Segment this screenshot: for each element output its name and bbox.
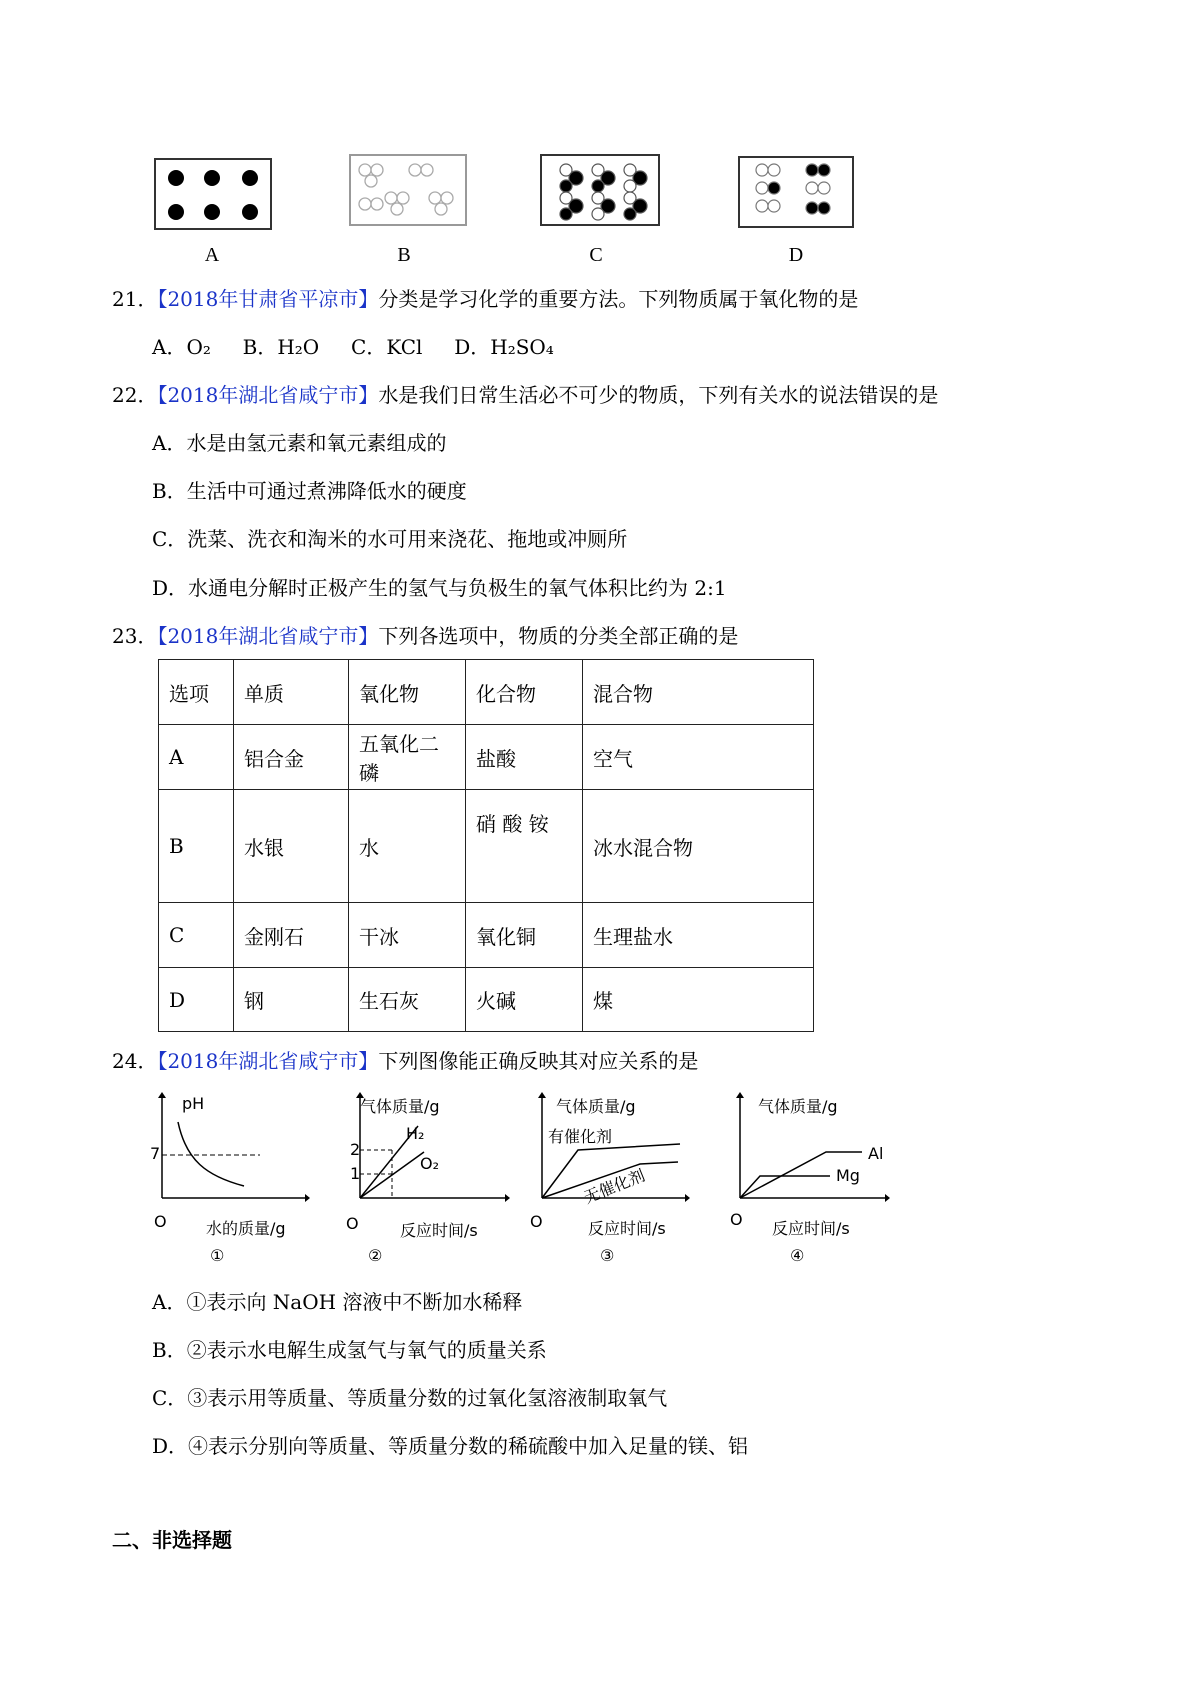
table-header-cell: 化合物 — [466, 660, 583, 725]
question-22 — [112, 383, 938, 407]
graph-1-origin: O — [154, 1212, 167, 1231]
graph-3-ylabel: 气体质量/g — [556, 1097, 636, 1116]
graph-3-series-catalyst: 有催化剂 — [548, 1127, 613, 1146]
graph-2-ytick-top: 2 — [350, 1140, 361, 1159]
table-header-row — [159, 660, 814, 725]
particle-label-c: C — [589, 244, 603, 266]
graph-4-series-mg: Mg — [836, 1166, 860, 1185]
table-cell: D — [159, 968, 234, 1032]
particle-box-c — [540, 154, 660, 226]
particle-box-d — [738, 156, 854, 228]
molecules-d-icon — [740, 158, 852, 226]
classification-table — [158, 659, 814, 1032]
option-c: C．KCl — [351, 335, 423, 359]
option-a: A．①表示向 NaOH 溶液中不断加水稀释 — [152, 1290, 523, 1314]
question-24 — [112, 1049, 698, 1073]
table-cell: 钢 — [234, 968, 349, 1032]
graph-4-ylabel: 气体质量/g — [758, 1097, 838, 1116]
table-cell: B — [159, 790, 234, 903]
graph-2-series-h2: H₂ — [406, 1124, 425, 1143]
table-cell: 水 — [349, 790, 466, 903]
table-cell: 铝合金 — [234, 725, 349, 790]
q21-options — [152, 335, 554, 359]
graph-4-series-al: Al — [868, 1144, 884, 1163]
option-d: D．水通电分解时正极产生的氢气与负极生的氧气体积比约为 2:1 — [152, 576, 727, 600]
option-a: A．水是由氢元素和氧元素组成的 — [152, 431, 447, 455]
graph-4-xlabel: 反应时间/s — [772, 1219, 850, 1238]
graph-4-caption: ④ — [790, 1246, 805, 1265]
question-source: 【2018年湖北省咸宁市】 — [157, 383, 379, 407]
graph-4-origin: O — [730, 1210, 743, 1229]
question-23 — [112, 624, 738, 648]
table-cell: 干冰 — [349, 903, 466, 968]
question-number: 22． — [112, 383, 158, 407]
option-c: C．③表示用等质量、等质量分数的过氧化氢溶液制取氧气 — [152, 1386, 668, 1410]
graph-3-xlabel: 反应时间/s — [588, 1219, 666, 1238]
option-a: A．O₂ — [152, 335, 211, 359]
table-cell: 生石灰 — [349, 968, 466, 1032]
option-b: B．生活中可通过煮沸降低水的硬度 — [152, 479, 467, 503]
particle-box-a — [154, 158, 272, 230]
question-stem: 分类是学习化学的重要方法。下列物质属于氧化物的是 — [378, 287, 859, 311]
question-number: 21． — [112, 287, 158, 311]
graph-3-series-no-catalyst: 无催化剂 — [581, 1165, 648, 1208]
atoms-a-icon — [156, 160, 270, 228]
table-cell: 生理盐水 — [583, 903, 814, 968]
graph-3-caption: ③ — [600, 1246, 615, 1265]
table-cell: 五氧化二磷 — [349, 725, 466, 790]
table-cell: 金刚石 — [234, 903, 349, 968]
option-d: D．④表示分别向等质量、等质量分数的稀硫酸中加入足量的镁、铝 — [152, 1434, 749, 1458]
table-cell: 空气 — [583, 725, 814, 790]
question-stem: 下列图像能正确反映其对应关系的是 — [378, 1049, 699, 1073]
question-stem: 下列各选项中，物质的分类全部正确的是 — [378, 624, 739, 648]
graph-1-plot — [150, 1090, 310, 1210]
table-cell: 火碱 — [466, 968, 583, 1032]
question-source: 【2018年甘肃省平凉市】 — [157, 287, 379, 311]
question-source: 【2018年湖北省咸宁市】 — [157, 1049, 379, 1073]
graph-2-series-o2: O₂ — [420, 1154, 440, 1173]
question-21 — [112, 287, 858, 311]
table-cell: 水银 — [234, 790, 349, 903]
table-row — [159, 968, 814, 1032]
table-row — [159, 790, 814, 903]
option-b: B．H₂O — [242, 335, 320, 359]
graph-1-ylabel: pH — [182, 1094, 205, 1113]
table-cell: 冰水混合物 — [583, 790, 814, 903]
option-d: D．H₂SO₄ — [454, 335, 554, 359]
table-header-cell: 选项 — [159, 660, 234, 725]
table-cell: 盐酸 — [466, 725, 583, 790]
graph-2-ylabel: 气体质量/g — [360, 1097, 440, 1116]
table-header-cell: 混合物 — [583, 660, 814, 725]
table-cell: C — [159, 903, 234, 968]
table-header-cell: 单质 — [234, 660, 349, 725]
graph-1-xlabel: 水的质量/g — [206, 1219, 286, 1238]
graph-2-ytick-low: 1 — [350, 1164, 361, 1183]
table-cell: A — [159, 725, 234, 790]
particle-label-d: D — [788, 244, 804, 266]
particle-label-b: B — [397, 244, 411, 266]
particle-label-a: A — [204, 244, 220, 266]
question-number: 23． — [112, 624, 158, 648]
graph-2-caption: ② — [368, 1246, 383, 1265]
graph-2-origin: O — [346, 1214, 359, 1233]
question-number: 24． — [112, 1049, 158, 1073]
graph-3-origin: O — [530, 1212, 543, 1231]
table-row — [159, 903, 814, 968]
graph-1-ytick: 7 — [150, 1144, 161, 1163]
section-title: 二、非选择题 — [112, 1528, 232, 1552]
question-source: 【2018年湖北省咸宁市】 — [157, 624, 379, 648]
option-b: B．②表示水电解生成氢气与氧气的质量关系 — [152, 1338, 547, 1362]
question-stem: 水是我们日常生活必不可少的物质，下列有关水的说法错误的是 — [378, 383, 939, 407]
molecules-c-icon — [542, 156, 658, 224]
particle-box-b — [349, 154, 467, 226]
table-cell: 氧化铜 — [466, 903, 583, 968]
option-c: C．洗菜、洗衣和淘米的水可用来浇花、拖地或冲厕所 — [152, 527, 628, 551]
table-cell: 煤 — [583, 968, 814, 1032]
graph-1-caption: ① — [210, 1246, 225, 1265]
graph-2-xlabel: 反应时间/s — [400, 1221, 478, 1240]
table-row — [159, 725, 814, 790]
table-cell: 硝 酸 铵 — [466, 790, 583, 903]
table-header-cell: 氧化物 — [349, 660, 466, 725]
molecules-b-icon — [351, 156, 465, 224]
